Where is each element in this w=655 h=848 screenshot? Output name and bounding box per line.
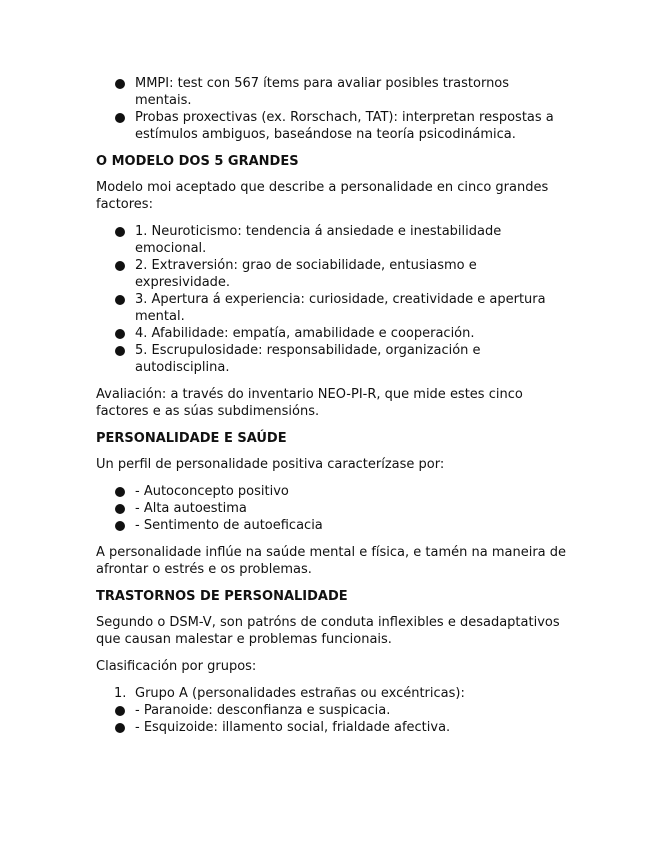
list-item bbox=[96, 109, 566, 143]
big-five-factors-list bbox=[96, 223, 566, 376]
section-heading-disorders: TRASTORNOS DE PERSONALIDADE bbox=[96, 589, 348, 604]
bullet-icon bbox=[115, 329, 125, 339]
bullet-icon bbox=[115, 295, 125, 305]
list-item-text: - Alta autoestima bbox=[135, 501, 247, 516]
list-item-text: MMPI: test con 567 ítems para avaliar posibles trastornos mentais. bbox=[135, 76, 510, 108]
list-item bbox=[96, 75, 566, 109]
bullet-icon bbox=[115, 79, 125, 89]
bullet-icon bbox=[115, 113, 125, 123]
big-five-evaluation: Avaliación: a través do inventario NEO-PI-R, que mide estes cinco factores e as súas subdimensións. bbox=[96, 387, 523, 419]
list-item-text: 5. Escrupulosidade: responsabilidade, organización e autodisciplina. bbox=[135, 343, 481, 375]
section-heading-big-five: O MODELO DOS 5 GRANDES bbox=[96, 154, 299, 169]
health-traits-list bbox=[96, 483, 566, 534]
list-item-text: - Paranoide: desconfianza e suspicacia. bbox=[135, 703, 391, 718]
bullet-icon bbox=[115, 346, 125, 356]
list-item bbox=[96, 257, 566, 291]
disorder-groups-list bbox=[96, 685, 566, 736]
bullet-icon bbox=[115, 261, 125, 271]
list-item bbox=[96, 702, 566, 719]
health-conclusion: A personalidade inflúe na saúde mental e física, e tamén na maneira de afrontar o estrés e os problemas. bbox=[96, 545, 567, 577]
section-heading-health: PERSONALIDADE E SAÚDE bbox=[96, 431, 287, 446]
list-item-text: 3. Apertura á experiencia: curiosidade, creatividade e apertura mental. bbox=[135, 292, 546, 324]
list-item bbox=[96, 719, 566, 736]
bullet-icon bbox=[115, 706, 125, 716]
list-item-text: 4. Afabilidade: empatía, amabilidade e cooperación. bbox=[135, 326, 475, 341]
list-item bbox=[96, 500, 566, 517]
list-item-text: Probas proxectivas (ex. Rorschach, TAT): interpretan respostas a estímulos ambiguos, baseándose na teoría psicodinámica. bbox=[135, 110, 554, 142]
list-item bbox=[96, 291, 566, 325]
list-number: 1. bbox=[114, 686, 127, 701]
list-item bbox=[96, 342, 566, 376]
document-page bbox=[96, 75, 566, 746]
list-item bbox=[96, 517, 566, 534]
disorders-intro: Segundo o DSM-V, son patróns de conduta inflexibles e desadaptativos que causan malestar e problemas funcionais. bbox=[96, 615, 560, 647]
list-item bbox=[96, 685, 566, 702]
list-item bbox=[96, 223, 566, 257]
classification-label: Clasificación por grupos: bbox=[96, 659, 257, 674]
bullet-icon bbox=[115, 487, 125, 497]
assessment-tests-list bbox=[96, 75, 566, 143]
big-five-intro: Modelo moi aceptado que describe a personalidade en cinco grandes factores: bbox=[96, 180, 549, 212]
bullet-icon bbox=[115, 723, 125, 733]
list-item-text: - Esquizoide: illamento social, frialdade afectiva. bbox=[135, 720, 451, 735]
list-item bbox=[96, 483, 566, 500]
list-item-text: - Autoconcepto positivo bbox=[135, 484, 289, 499]
list-item-text: Grupo A (personalidades estrañas ou excéntricas): bbox=[135, 686, 465, 701]
bullet-icon bbox=[115, 227, 125, 237]
health-intro: Un perfil de personalidade positiva caracterízase por: bbox=[96, 457, 445, 472]
list-item-text: 2. Extraversión: grao de sociabilidade, entusiasmo e expresividade. bbox=[135, 258, 477, 290]
list-item bbox=[96, 325, 566, 342]
bullet-icon bbox=[115, 521, 125, 531]
list-item-text: - Sentimento de autoeficacia bbox=[135, 518, 323, 533]
bullet-icon bbox=[115, 504, 125, 514]
list-item-text: 1. Neuroticismo: tendencia á ansiedade e inestabilidade emocional. bbox=[135, 224, 502, 256]
